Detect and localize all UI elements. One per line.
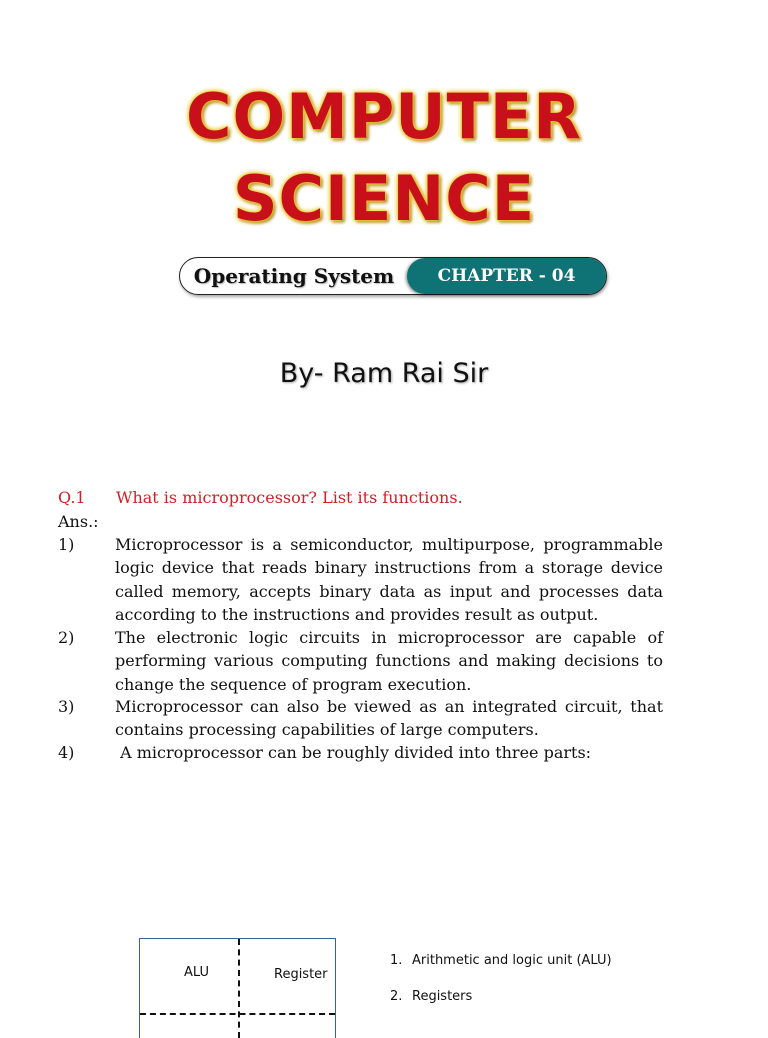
list-item-number: 2. [390,989,403,1004]
answer-item-number: 1) [58,535,75,554]
microprocessor-block-diagram [139,938,336,1038]
list-item-number: 1. [390,953,403,968]
title-line-science: SCIENCE [232,162,536,235]
answer-item-number: 2) [58,628,75,647]
answer-item-text: Microprocessor is a semiconductor, multipurpose, programmable logic device that reads binary instructions from a storage device called memory, accepts binary data as input and processes data according to the instructions and provides result as output. [115,535,663,624]
answer-item-text: The electronic logic circuits in microprocessor are capable of performing various computing functions and making decisions to change the sequence of program execution. [115,628,663,694]
answer-item-number: 3) [58,697,75,716]
list-item [390,989,472,1004]
question-number: Q.1 [58,488,86,507]
subject-chapter-banner [179,257,607,295]
diagram-horizontal-divider [140,1013,335,1015]
list-item [390,953,612,968]
subject-label: Operating System [193,264,395,288]
list-item-text: Arithmetic and logic unit (ALU) [412,953,612,968]
title-line-computer: COMPUTER [185,80,583,153]
chapter-badge: CHAPTER - 04 [407,258,606,294]
diagram-register-label: Register [274,967,328,982]
diagram-vertical-divider [238,939,240,1038]
question-text: What is microprocessor? List its functions. [116,488,463,507]
answer-label: Ans.: [58,512,99,531]
answer-item-number: 4) [58,743,75,762]
list-item-text: Registers [412,989,473,1004]
diagram-alu-label: ALU [184,965,210,980]
answer-item-text: A microprocessor can be roughly divided into three parts: [115,743,592,762]
answer-item-text: Microprocessor can also be viewed as an integrated circuit, that contains processing capabilities of large computers. [115,697,663,740]
author-line: By- Ram Rai Sir [279,358,489,389]
